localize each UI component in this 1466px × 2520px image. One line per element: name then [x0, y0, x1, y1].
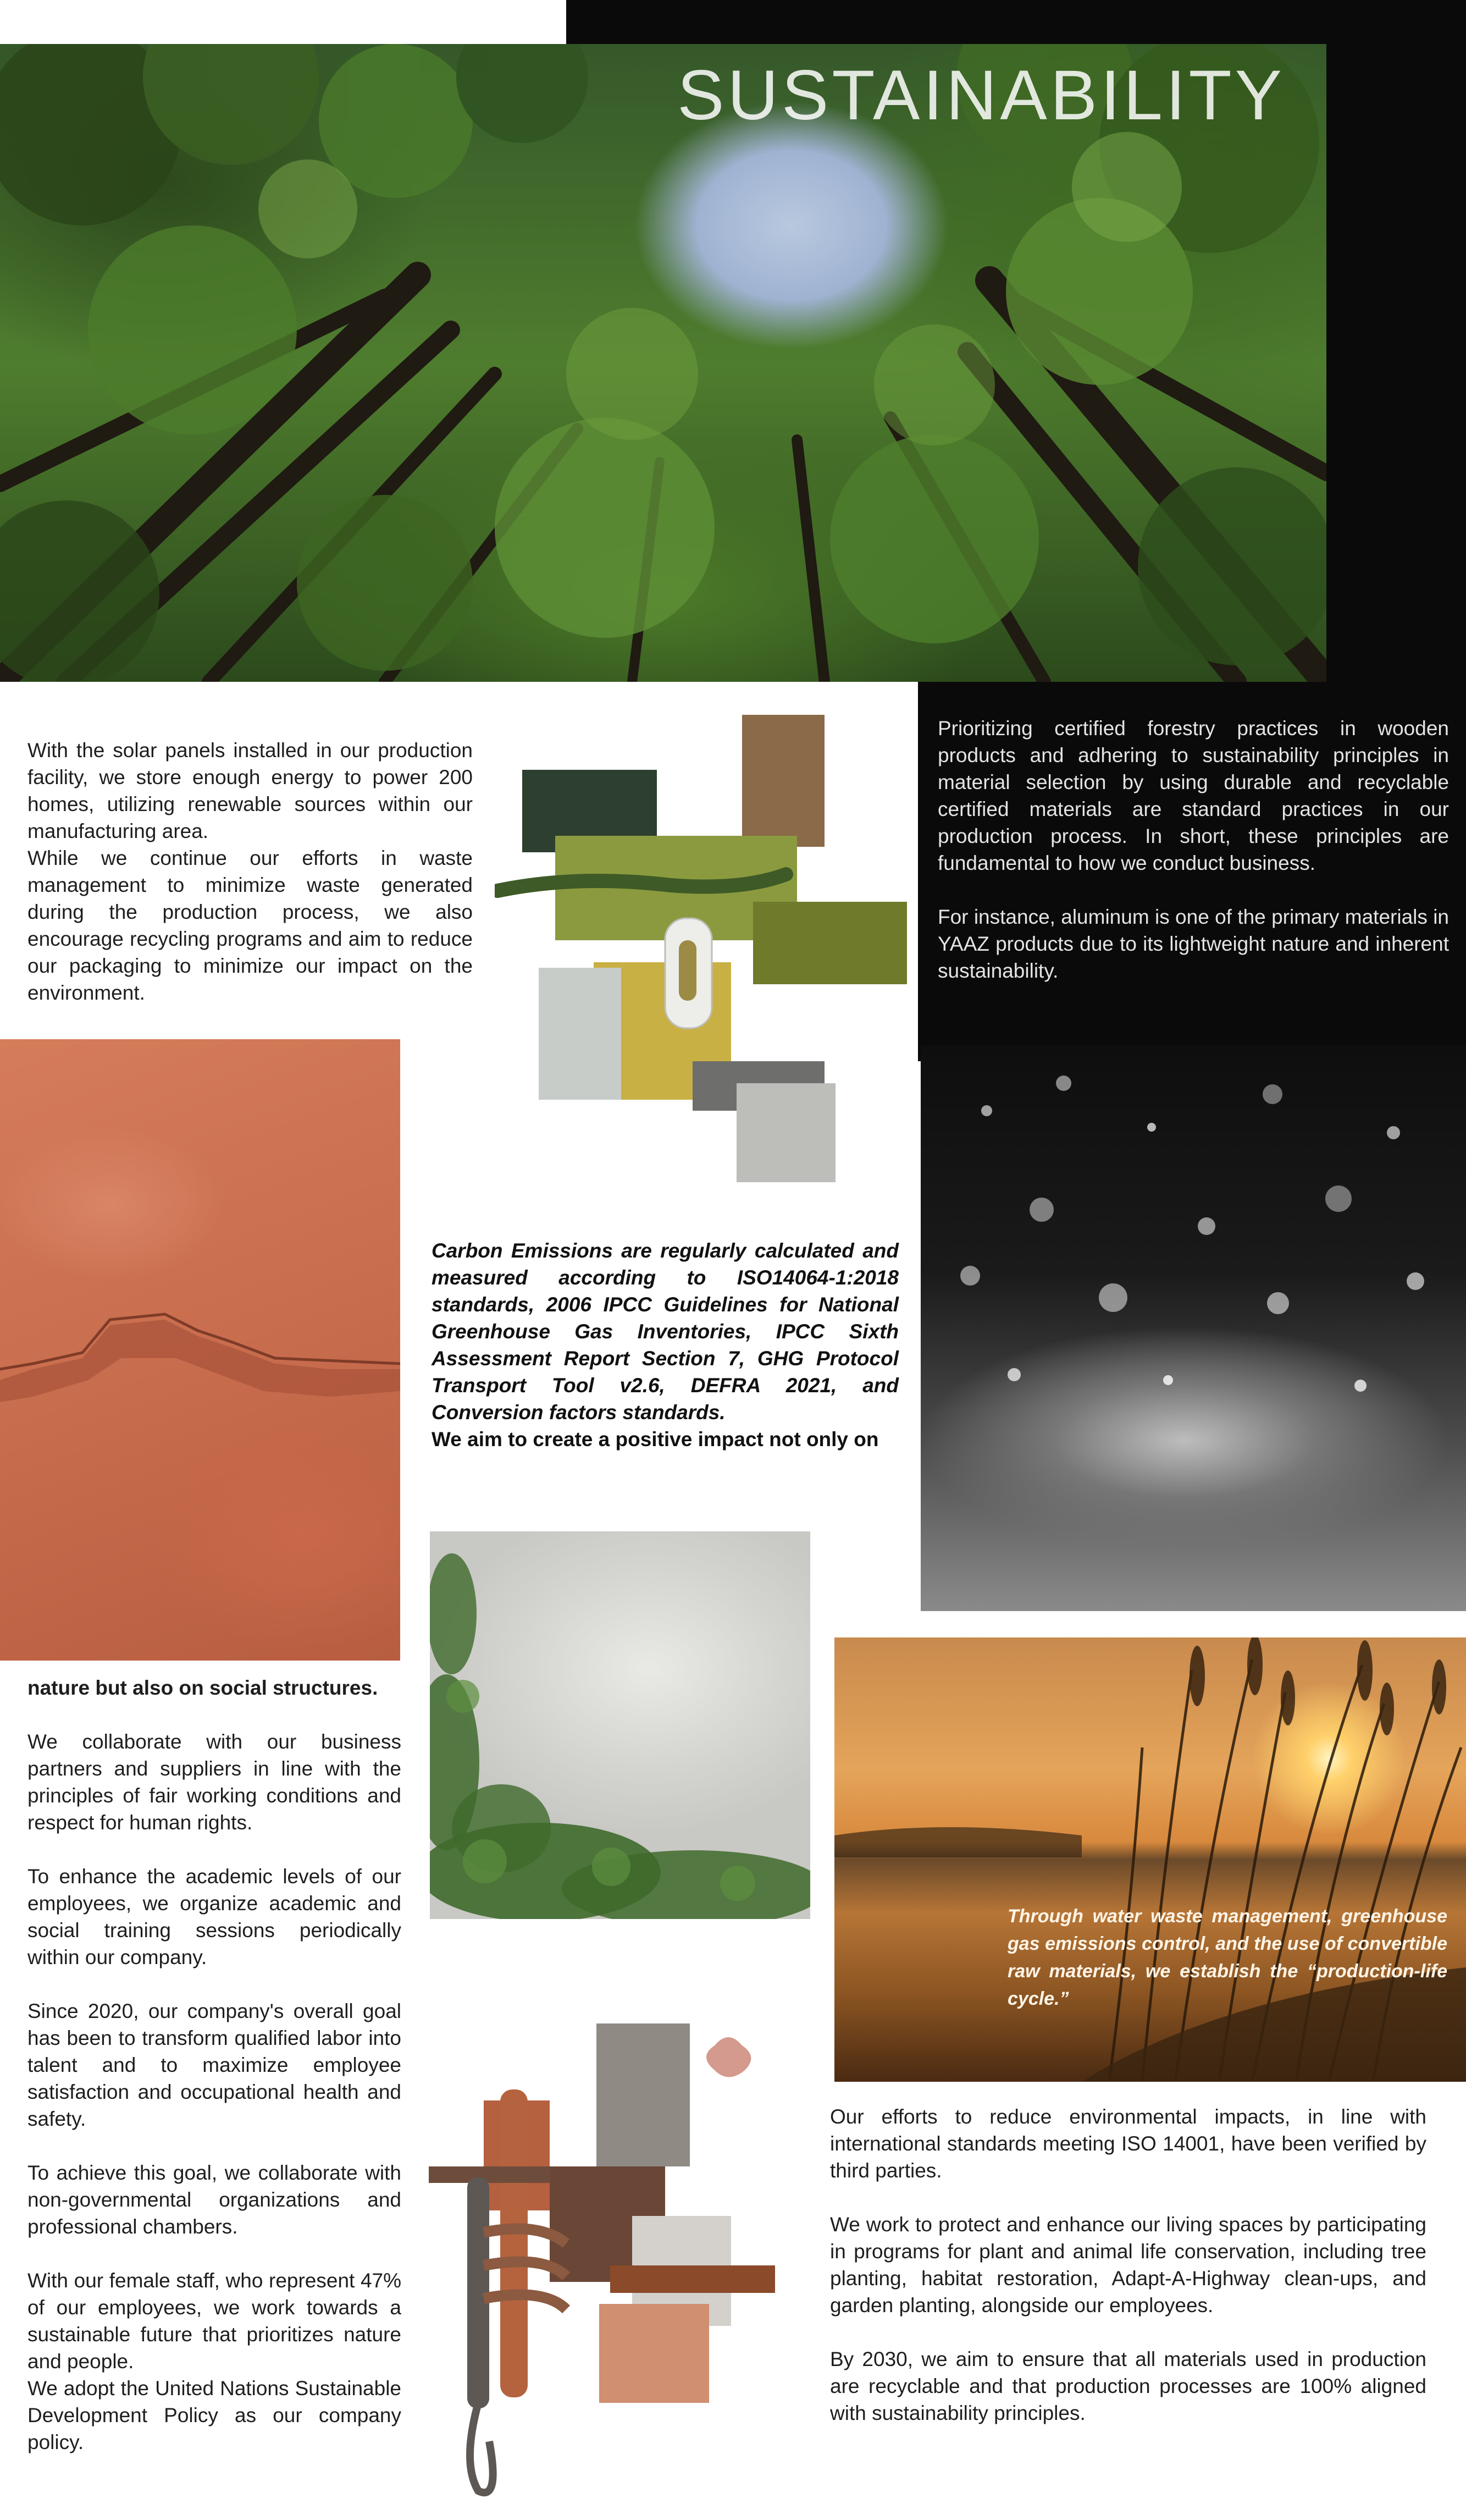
- carbon-emissions-text: Carbon Emissions are regularly calculated and measured according to ISO14064-1:2018 standards, 2006 IPCC Guidelines for National Greenhouse Gas Inventories, IPCC Sixth Assessment Report Section 7, GHG Protocol Transport Tool v2.6, DEFRA 2021, and Conversion factors standards.: [431, 1239, 899, 1424]
- ivy-illustration: [430, 1531, 810, 1919]
- social-paragraph-4: To achieve this goal, we collaborate with non-governmental organizations and professional chambers.: [27, 2161, 401, 2238]
- forestry-paragraph-1: Prioritizing certified forestry practices in wooden products and adhering to sustainability principles in material selection by using durable and recyclable certified materials are standard practices in our production process. In short, these principles are fundamental to how we conduct business.: [938, 717, 1449, 874]
- aluminum-particles-image: [921, 1045, 1466, 1611]
- sunset-lake-image: [834, 1637, 1466, 2082]
- glitter-sparkles: [921, 1045, 1466, 1611]
- production-life-cycle-quote: Through water waste management, greenhouse gas emissions control, and the use of convertible raw materials, we establish the “production-life cycle.”: [1008, 1906, 1447, 2009]
- forest-canopy-illustration: [0, 44, 1326, 682]
- terracotta-texture: [0, 1039, 400, 1661]
- social-paragraph-2: To enhance the academic levels of our employees, we organize academic and social training sessions periodically within our company.: [27, 1865, 401, 1968]
- material-swatches-illustration: [495, 709, 918, 1193]
- reeds-silhouette: [834, 1637, 1466, 2082]
- social-paragraph-1: We collaborate with our business partners and suppliers in line with the principles of fair working conditions and respect for human rights.: [27, 1730, 401, 1834]
- environment-paragraph-2: We work to protect and enhance our living spaces by participating in programs for plant and animal life conservation, including tree planting, habitat restoration, Adapt-A-Highway clean-ups, and garden planting, alongside our employees.: [830, 2213, 1426, 2317]
- forestry-text-block: [938, 715, 1449, 1011]
- solar-paragraph-1: With the solar panels installed in our production facility, we store enough energy to power 200 homes, utilizing renewable sources within our manufacturing area.: [27, 739, 473, 842]
- positive-impact-text-start: We aim to create a positive impact not only on: [431, 1428, 879, 1451]
- page-title: SUSTAINABILITY: [677, 56, 1285, 135]
- social-paragraph-6: We adopt the United Nations Sustainable Development Policy as our company policy.: [27, 2377, 401, 2453]
- right-black-band: [1326, 0, 1466, 682]
- terracotta-wall-image: [0, 1039, 400, 1661]
- social-paragraph-3: Since 2020, our company's overall goal has been to transform qualified labor into talent and to maximize employee satisfaction and occupational health and safety.: [27, 2000, 401, 2130]
- material-swatches-illustration-2: [429, 2023, 808, 2507]
- environment-text-block: [830, 2103, 1426, 2453]
- solar-paragraph-2: While we continue our efforts in waste management to minimize waste generated during the production process, we also encourage recycling programs and aim to reduce our packaging to minimize our impact on the environment.: [27, 847, 473, 1004]
- social-text-block: [27, 1674, 401, 2456]
- forestry-paragraph-2: For instance, aluminum is one of the primary materials in YAAZ products due to its lightweight nature and inherent sustainability.: [938, 906, 1449, 982]
- environment-paragraph-3: By 2030, we aim to ensure that all materials used in production are recyclable and that production processes are 100% aligned with sustainability principles.: [830, 2348, 1426, 2424]
- material-moodboard-top: [495, 709, 918, 1193]
- ivy-wall-image: [430, 1531, 810, 1919]
- forest-canopy-image: [0, 44, 1326, 682]
- environment-paragraph-1: Our efforts to reduce environmental impacts, in line with international standards meeting ISO 14001, have been verified by third parties.: [830, 2105, 1426, 2182]
- positive-impact-text-end: nature but also on social structures.: [27, 1677, 378, 1699]
- solar-text-block: [27, 737, 473, 1006]
- material-moodboard-bottom: [429, 2023, 808, 2507]
- social-paragraph-5: With our female staff, who represent 47% of our employees, we work towards a sustainable future that prioritizes nature and people.: [27, 2269, 401, 2373]
